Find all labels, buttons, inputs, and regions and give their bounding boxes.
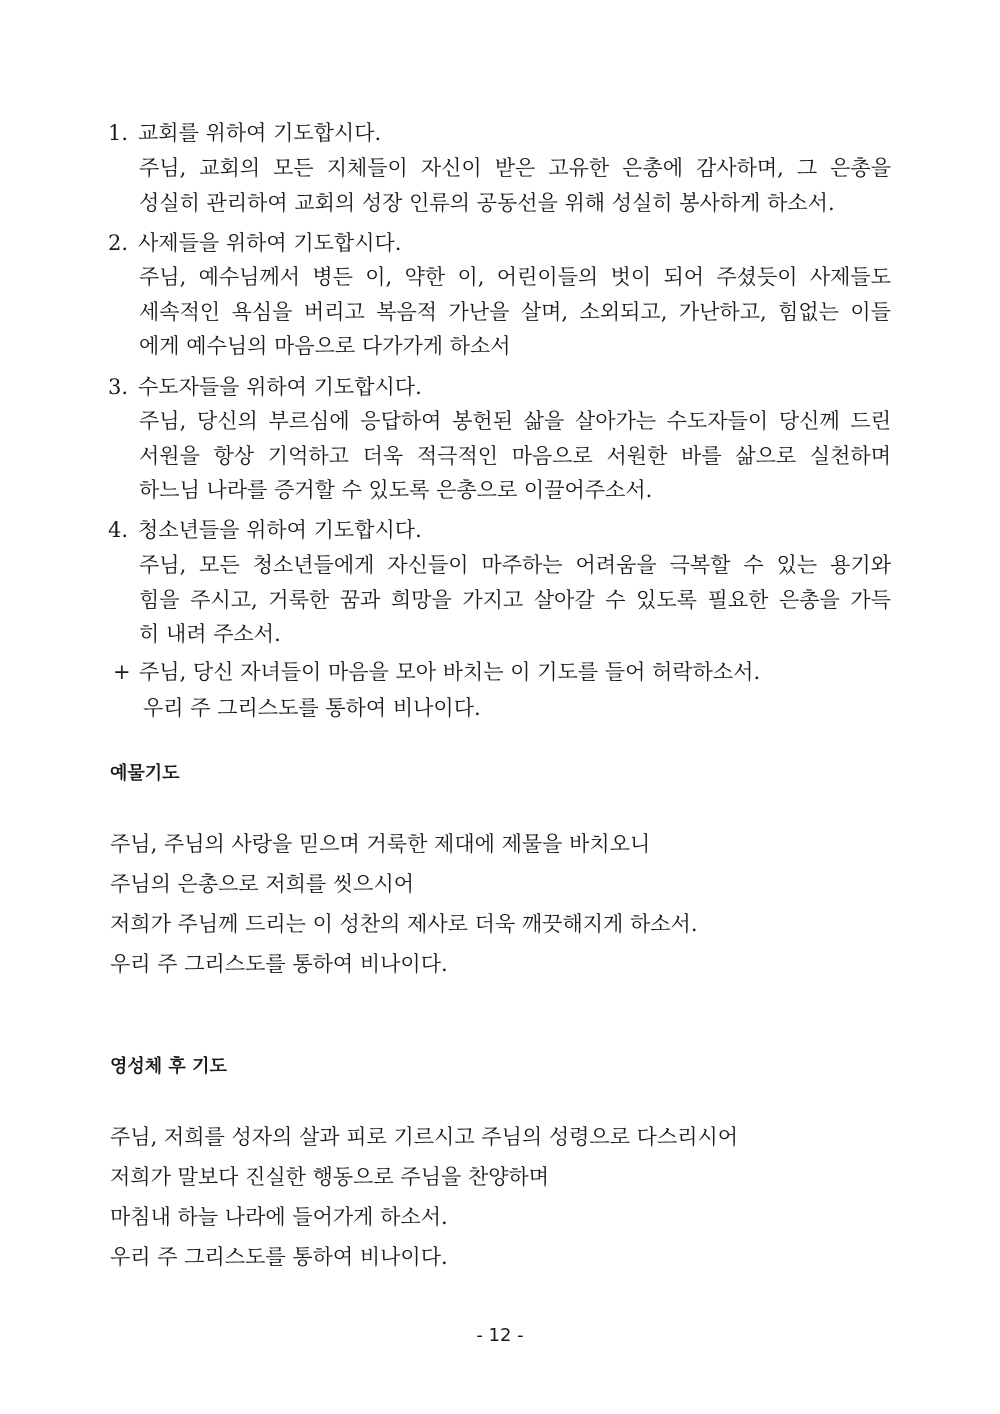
post-communion-line-4: 우리 주 그리스도를 통하여 비나이다. xyxy=(110,1245,448,1269)
closing-plus-symbol: + xyxy=(113,660,131,684)
intercession-number: 4. xyxy=(108,518,129,542)
offertory-line-2: 주님의 은총으로 저희를 씻으시어 xyxy=(110,872,415,896)
intercession-2-title xyxy=(108,228,401,258)
offertory-heading: 예물기도 xyxy=(110,763,180,784)
intercession-1-title xyxy=(108,118,381,148)
intercession-number: 3. xyxy=(108,375,129,399)
offertory-line-3: 저희가 주님께 드리는 이 성찬의 제사로 더욱 깨끗해지게 하소서. xyxy=(110,912,698,936)
post-communion-heading: 영성체 후 기도 xyxy=(110,1056,227,1077)
intercession-2-body-line-2: 세속적인 욕심을 버리고 복음적 가난을 살며, 소외되고, 가난하고, 힘없는 이들 xyxy=(139,300,891,324)
intercession-1-body-line-1: 주님, 교회의 모든 지체들이 자신이 받은 고유한 은총에 감사하며, 그 은총을 xyxy=(139,156,891,180)
post-communion-line-2: 저희가 말보다 진실한 행동으로 주님을 찬양하며 xyxy=(110,1165,550,1189)
intercession-4-body-line-3: 히 내려 주소서. xyxy=(139,622,281,646)
intercession-number: 1. xyxy=(108,121,129,145)
closing-line-1: 주님, 당신 자녀들이 마음을 모아 바치는 이 기도를 들어 허락하소서. xyxy=(139,660,761,684)
intercession-3-title xyxy=(108,372,422,402)
intercession-2-body-line-1: 주님, 예수님께서 병든 이, 약한 이, 어린이들의 벗이 되어 주셨듯이 사제들도 xyxy=(139,265,891,289)
intercession-3-body-line-2: 서원을 항상 기억하고 더욱 적극적인 마음으로 서원한 바를 삶으로 실천하며 xyxy=(139,444,891,468)
offertory-line-1: 주님, 주님의 사랑을 믿으며 거룩한 제대에 제물을 바치오니 xyxy=(110,832,651,856)
offertory-line-4: 우리 주 그리스도를 통하여 비나이다. xyxy=(110,952,448,976)
page-number: - 12 - xyxy=(476,1325,524,1346)
intercession-4-title xyxy=(108,515,422,545)
intercession-3-body-line-3: 하느님 나라를 증거할 수 있도록 은총으로 이끌어주소서. xyxy=(139,478,653,502)
intercession-number: 2. xyxy=(108,231,129,255)
intercession-4-body-line-2: 힘을 주시고, 거룩한 꿈과 희망을 가지고 살아갈 수 있도록 필요한 은총을 가득 xyxy=(139,588,891,612)
intercession-title-text: 교회를 위하여 기도합시다. xyxy=(138,121,382,145)
closing-line-2: 우리 주 그리스도를 통하여 비나이다. xyxy=(143,696,481,720)
intercession-1-body-line-2: 성실히 관리하여 교회의 성장 인류의 공동선을 위해 성실히 봉사하게 하소서. xyxy=(139,191,835,215)
intercession-2-body-line-3: 에게 예수님의 마음으로 다가가게 하소서 xyxy=(139,334,511,358)
intercession-title-text: 사제들을 위하여 기도합시다. xyxy=(138,231,402,255)
intercession-title-text: 수도자들을 위하여 기도합시다. xyxy=(138,375,422,399)
intercession-3-body-line-1: 주님, 당신의 부르심에 응답하여 봉헌된 삶을 살아가는 수도자들이 당신께 드린 xyxy=(139,409,891,433)
post-communion-line-3: 마침내 하늘 나라에 들어가게 하소서. xyxy=(110,1205,448,1229)
post-communion-line-1: 주님, 저희를 성자의 살과 피로 기르시고 주님의 성령으로 다스리시어 xyxy=(110,1125,739,1149)
intercession-title-text: 청소년들을 위하여 기도합시다. xyxy=(138,518,422,542)
intercession-4-body-line-1: 주님, 모든 청소년들에게 자신들이 마주하는 어려움을 극복할 수 있는 용기와 xyxy=(139,553,891,577)
